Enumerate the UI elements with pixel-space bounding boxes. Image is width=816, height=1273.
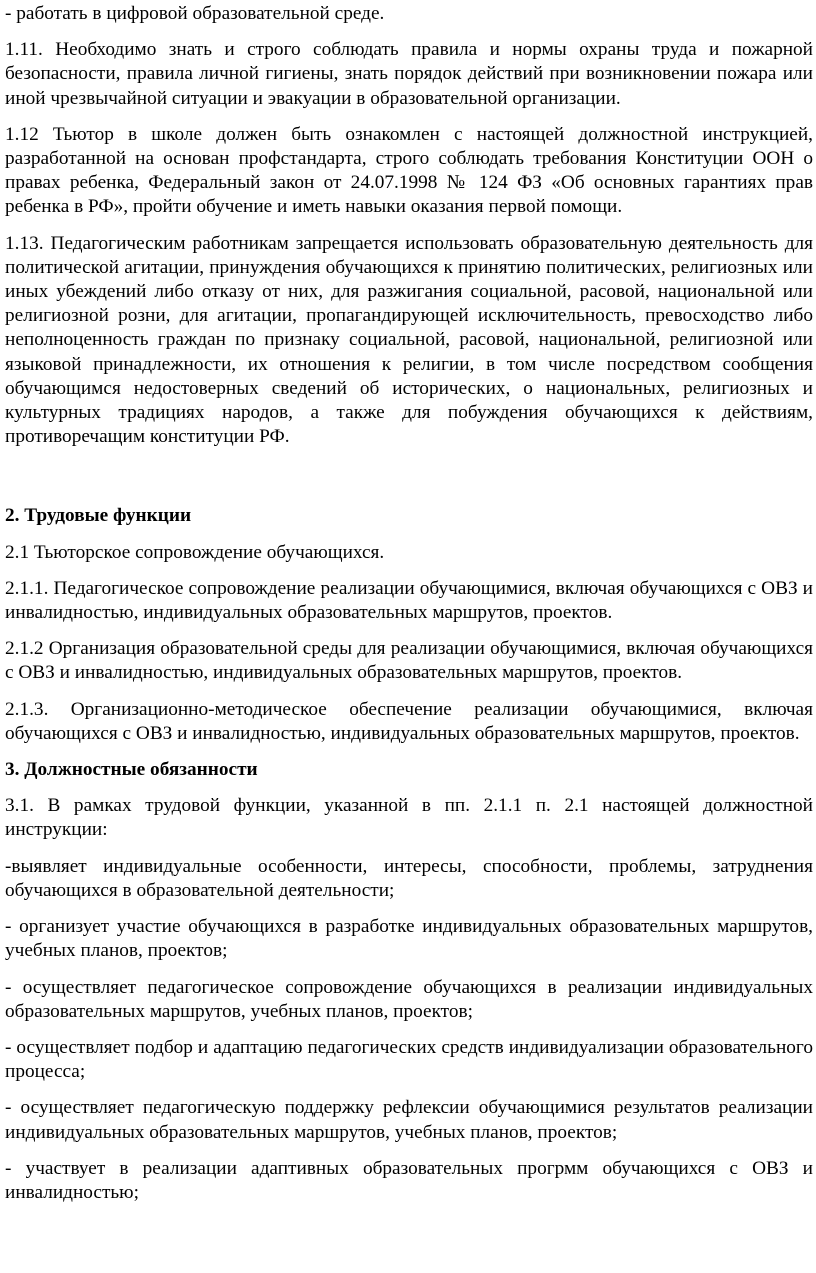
paragraph-1-12: 1.12 Тьютор в школе должен быть ознакомлен с настоящей должностной инструкцией, разработанной на основан профстандарта, строго соблюдать требования Конституции ООН о правах ребенка, Федеральный закон от 24.07.1998 № 124 ФЗ «Об основных гарантиях прав ребенка в РФ», пройти обучение и иметь навыки оказания первой помощи. — [5, 123, 813, 218]
duty-list-item: - осуществляет педагогическое сопровождение обучающихся в реализации индивидуальных образовательных маршрутов, учебных планов, проектов; — [5, 976, 813, 1022]
duty-list-item: - осуществляет подбор и адаптацию педагогических средств индивидуализации образовательного процесса; — [5, 1036, 813, 1083]
paragraph-1-11: 1.11. Необходимо знать и строго соблюдать правила и нормы охраны труда и пожарной безопасности, правила личной гигиены, знать порядок действий при возникновении пожара или иной чрезвычайной ситуации и эвакуации в образовательной организации. — [5, 39, 813, 109]
list-item-digital-environment: - работать в цифровой образовательной среде. — [5, 3, 385, 24]
paragraph-2-1-2: 2.1.2 Организация образовательной среды для реализации обучающимися, включая обучающихся с ОВЗ и инвалидностью, индивидуальных образовательных маршрутов, проектов. — [5, 638, 813, 684]
duty-list-item: - участвует в реализации адаптивных образовательных прогрмм обучающихся с ОВЗ и инвалидностью; — [5, 1157, 813, 1203]
section-heading-2: 2. Трудовые функции — [5, 505, 192, 527]
paragraph-2-1-1: 2.1.1. Педагогическое сопровождение реализации обучающимися, включая обучающихся с ОВЗ и инвалидностью, индивидуальных образовательных маршрутов, проектов. — [5, 577, 813, 624]
duty-list-item: - организует участие обучающихся в разработке индивидуальных образовательных маршрутов, учебных планов, проектов; — [5, 916, 813, 962]
duty-list-item: - осуществляет педагогическую поддержку рефлексии обучающимися результатов реализации индивидуальных образовательных маршрутов, учебных планов, проектов; — [5, 1097, 813, 1143]
section-heading-3: 3. Должностные обязанности — [5, 759, 258, 781]
paragraph-2-1-3: 2.1.3. Организационно-методическое обеспечение реализации обучающимися, включая обучающихся с ОВЗ и инвалидностью, индивидуальных образовательных маршрутов, проектов. — [5, 698, 813, 744]
duty-list-item: -выявляет индивидуальные особенности, интересы, способности, проблемы, затруднения обучающихся в образовательной деятельности; — [5, 855, 813, 901]
paragraph-2-1: 2.1 Тьюторское сопровождение обучающихся. — [5, 541, 385, 563]
paragraph-1-13: 1.13. Педагогическим работникам запрещается использовать образовательную деятельность для политической агитации, принуждения обучающихся к принятию политических, религиозных или иных убеждений либо отказу от них, для разжигания социальной, расовой, национальной или религиозной розни, для агитации, пропагандирующей исключительность, превосходство либо неполноценность граждан по признаку социальной, расовой, национальной, религиозной или языковой принадлежности, их отношения к религии, в том числе посредством сообщения обучающимся недостоверных сведений об исторических, о национальных, религиозных и культурных традициях народов, а также для побуждения обучающихся к действиям, противоречащим конституции РФ. — [5, 232, 813, 448]
paragraph-3-1: 3.1. В рамках трудовой функции, указанной в пп. 2.1.1 п. 2.1 настоящей должностной инструкции: — [5, 795, 813, 841]
